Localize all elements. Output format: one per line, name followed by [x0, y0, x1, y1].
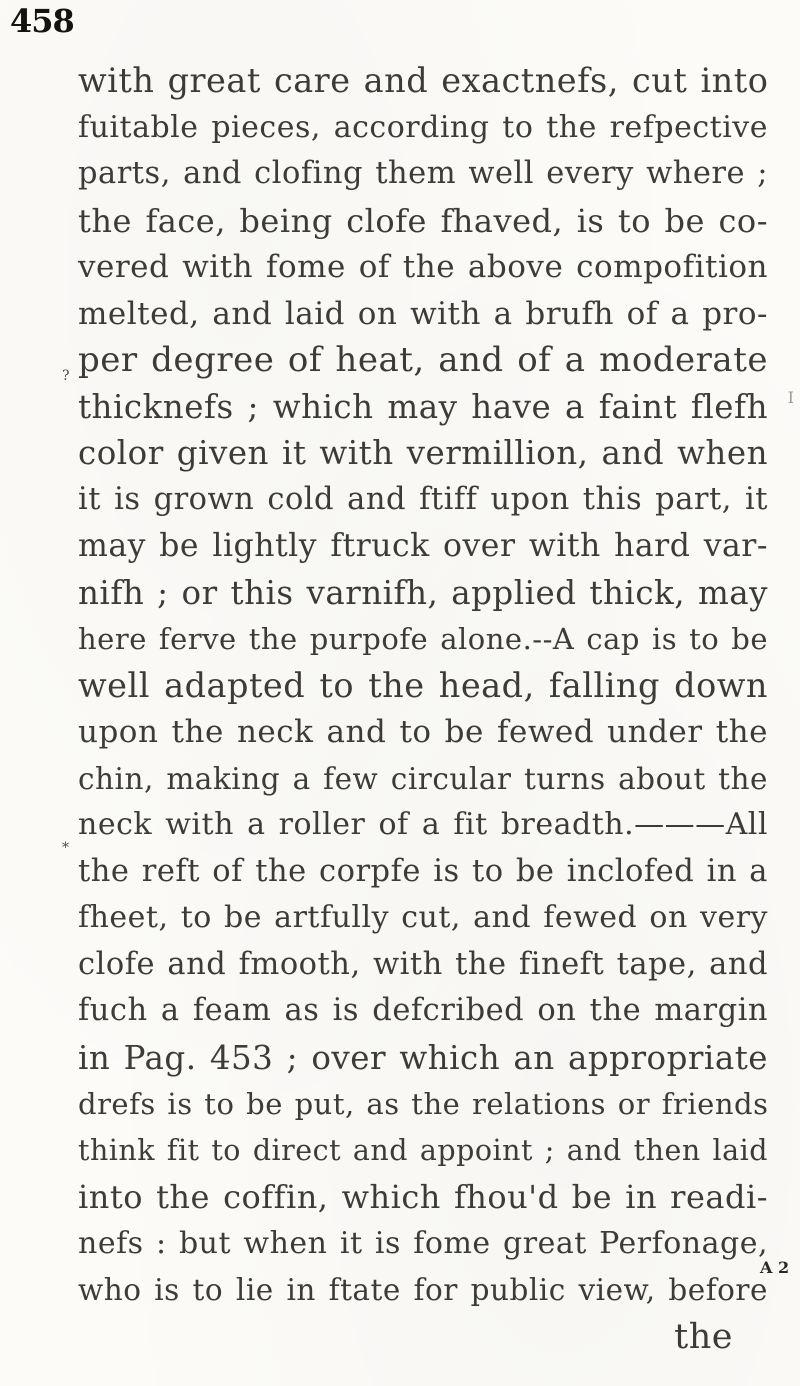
- page-number: 458: [10, 2, 74, 40]
- margin-mark-query: ?: [62, 368, 70, 384]
- margin-mark-asterisk: *: [62, 840, 69, 856]
- text-line: fuch a feam as is defcribed on the margin: [78, 993, 768, 1028]
- text-line: the face, being clofe fhaved, is to be co-: [78, 201, 768, 240]
- text-line: in Pag. 453 ; over which an appropriate: [78, 1038, 768, 1077]
- text-line: nefs : but when it is fome great Perfonage,: [78, 1225, 768, 1261]
- text-line: may be lightly ftruck over with hard var-: [78, 528, 768, 564]
- catchword-line: the: [674, 1316, 733, 1357]
- text-line: fheet, to be artfully cut, and fewed on very: [78, 900, 768, 935]
- text-line: here ferve the purpofe alone.--A cap is to be: [78, 622, 768, 656]
- text-line: neck with a roller of a fit breadth.———All: [78, 807, 768, 842]
- text-line: fuitable pieces, according to the refpective: [78, 109, 768, 145]
- text-line: the reft of the corpfe is to be inclofed in a: [78, 853, 768, 889]
- text-line: well adapted to the head, falling down: [78, 665, 768, 705]
- text-line: nifh ; or this varnifh, applied thick, may: [78, 573, 768, 612]
- body-text: [78, 58, 768, 1360]
- text-line: chin, making a few circular turns about the: [78, 761, 768, 796]
- text-line: thicknefs ; which may have a faint flefh: [78, 387, 768, 426]
- text-line: who is to lie in ftate for public view, before: [78, 1273, 768, 1307]
- text-line: per degree of heat, and of a moderate: [78, 340, 768, 380]
- text-line: think fit to direct and appoint ; and then laid: [78, 1133, 768, 1167]
- signature-mark: A 2: [760, 1258, 790, 1277]
- text-line: vered with fome of the above compofition: [78, 249, 768, 285]
- text-line: into the coffin, which fhou'd be in readi-: [78, 1178, 768, 1216]
- text-line: with great care and exactnefs, cut into: [78, 61, 769, 100]
- text-line: drefs is to be put, as the relations or friends: [78, 1087, 769, 1121]
- text-line: it is grown cold and ftiff upon this part, it: [78, 481, 768, 517]
- text-line: upon the neck and to be fewed under the: [78, 714, 768, 750]
- text-line: parts, and clofing them well every where ;: [78, 156, 768, 191]
- edge-mark: I: [787, 388, 794, 407]
- text-line: color given it with vermillion, and when: [78, 434, 768, 472]
- text-line: melted, and laid on with a brufh of a pro-: [78, 295, 768, 332]
- text-line: clofe and fmooth, with the fineft tape, and: [78, 946, 768, 982]
